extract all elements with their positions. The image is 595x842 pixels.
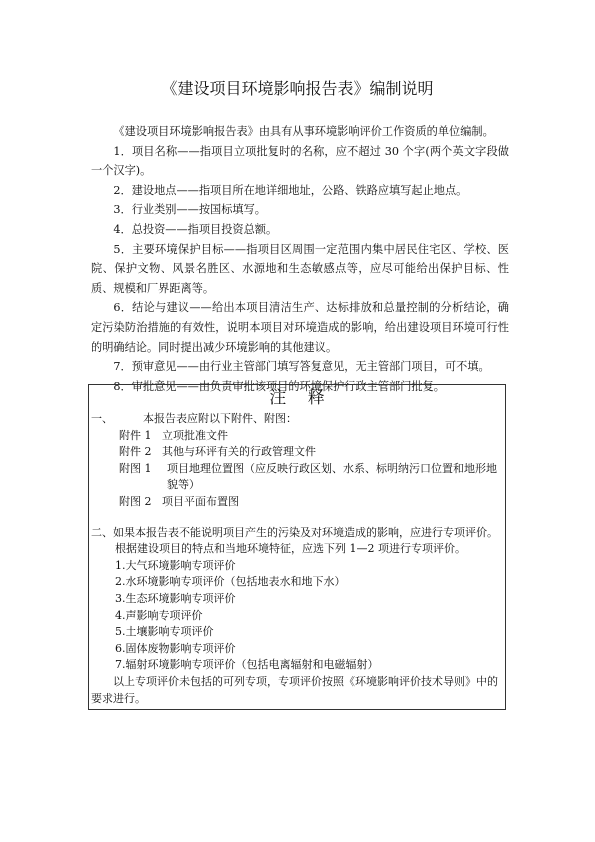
item-8: 8．审批意见——由负责审批该项目的环境保护行政主管部门批复。 [113,379,445,393]
item-4: 4．总投资——指项目投资总额。 [113,222,278,236]
item-1: 1．项目名称——指项目立项批复时的名称，应不超过 30 个字(两个英文字段做一个汉字)。 [91,144,509,178]
item-3: 3．行业类别——按国标填写。 [113,203,266,217]
attachment-label: 附件 1 [119,428,152,442]
attachment-label: 附图 2 [119,494,152,508]
section-2-text: 二、如果本报告表不能说明项目产生的污染及对环境造成的影响，应进行专项评价。根据建设项目的特点和当地环境特征，应选下列 1—2 项进行专项评价。 [91,525,498,556]
attachment-text: 项目平面布置图 [162,494,239,508]
document-title: 《建设项目环境影响报告表》编制说明 [161,79,434,98]
attachment-figure-2 [91,494,501,511]
section-1-heading [91,411,501,428]
item-6: 6．结论与建议——给出本项目清洁生产、达标排放和总量控制的分析结论，确定污染防治措施的有效性，说明本项目对环境造成的影响，给出建设项目环境可行性的明确结论。同时提出减少环境影响的其他建议。 [91,301,509,354]
special-eval-7: 7.辐射环境影响专项评价（包括电离辐射和电磁辐射） [115,658,379,672]
notes-box [88,384,506,710]
attachment-2 [91,444,501,461]
special-eval-2: 2.水环境影响专项评价（包括地表水和地下水） [115,575,346,589]
closing-paragraph: 以上专项评价未包括的可列专项，专项评价按照《环境影响评价技术导则》中的要求进行。 [91,674,498,705]
instructions-body [91,122,509,396]
special-eval-1: 1.大气环境影响专项评价 [115,558,236,572]
attachment-label: 附图 1 [119,461,152,475]
attachment-text: 项目地理位置图（应反映行政区划、水系、标明纳污口位置和地形地貌等） [167,461,497,492]
attachment-label: 附件 2 [119,445,152,459]
section-1-number: 一、 [91,412,113,425]
intro-paragraph: 《建设项目环境影响报告表》由具有从事环境影响评价工作资质的单位编制。 [113,125,494,138]
notes-content [89,409,505,707]
special-eval-6: 6.固体废物影响专项评价 [115,641,236,655]
attachment-1 [91,428,501,445]
attachment-figure-1 [91,461,501,494]
attachment-text: 其他与环评有关的行政管理文件 [162,445,316,459]
item-2: 2．建设地点——指项目所在地详细地址，公路、铁路应填写起止地点。 [113,183,468,197]
section-1-text: 本报告表应附以下附件、附图： [143,412,297,425]
item-5: 5．主要环境保护目标——指项目区周围一定范围内集中居民住宅区、学校、医院、保护文物、风景名胜区、水源地和生态敏感点等，应尽可能给出保护目标、性质、规模和厂界距离等。 [91,242,509,295]
notes-title: 注 释 [269,388,325,408]
special-eval-3: 3.生态环境影响专项评价 [115,591,236,605]
special-eval-4: 4.声影响专项评价 [115,608,203,622]
item-7: 7．预审意见——由行业主管部门填写答复意见，无主管部门项目，可不填。 [113,360,490,374]
attachment-text: 立项批准文件 [162,428,228,442]
special-eval-5: 5.土壤影响专项评价 [115,625,214,639]
